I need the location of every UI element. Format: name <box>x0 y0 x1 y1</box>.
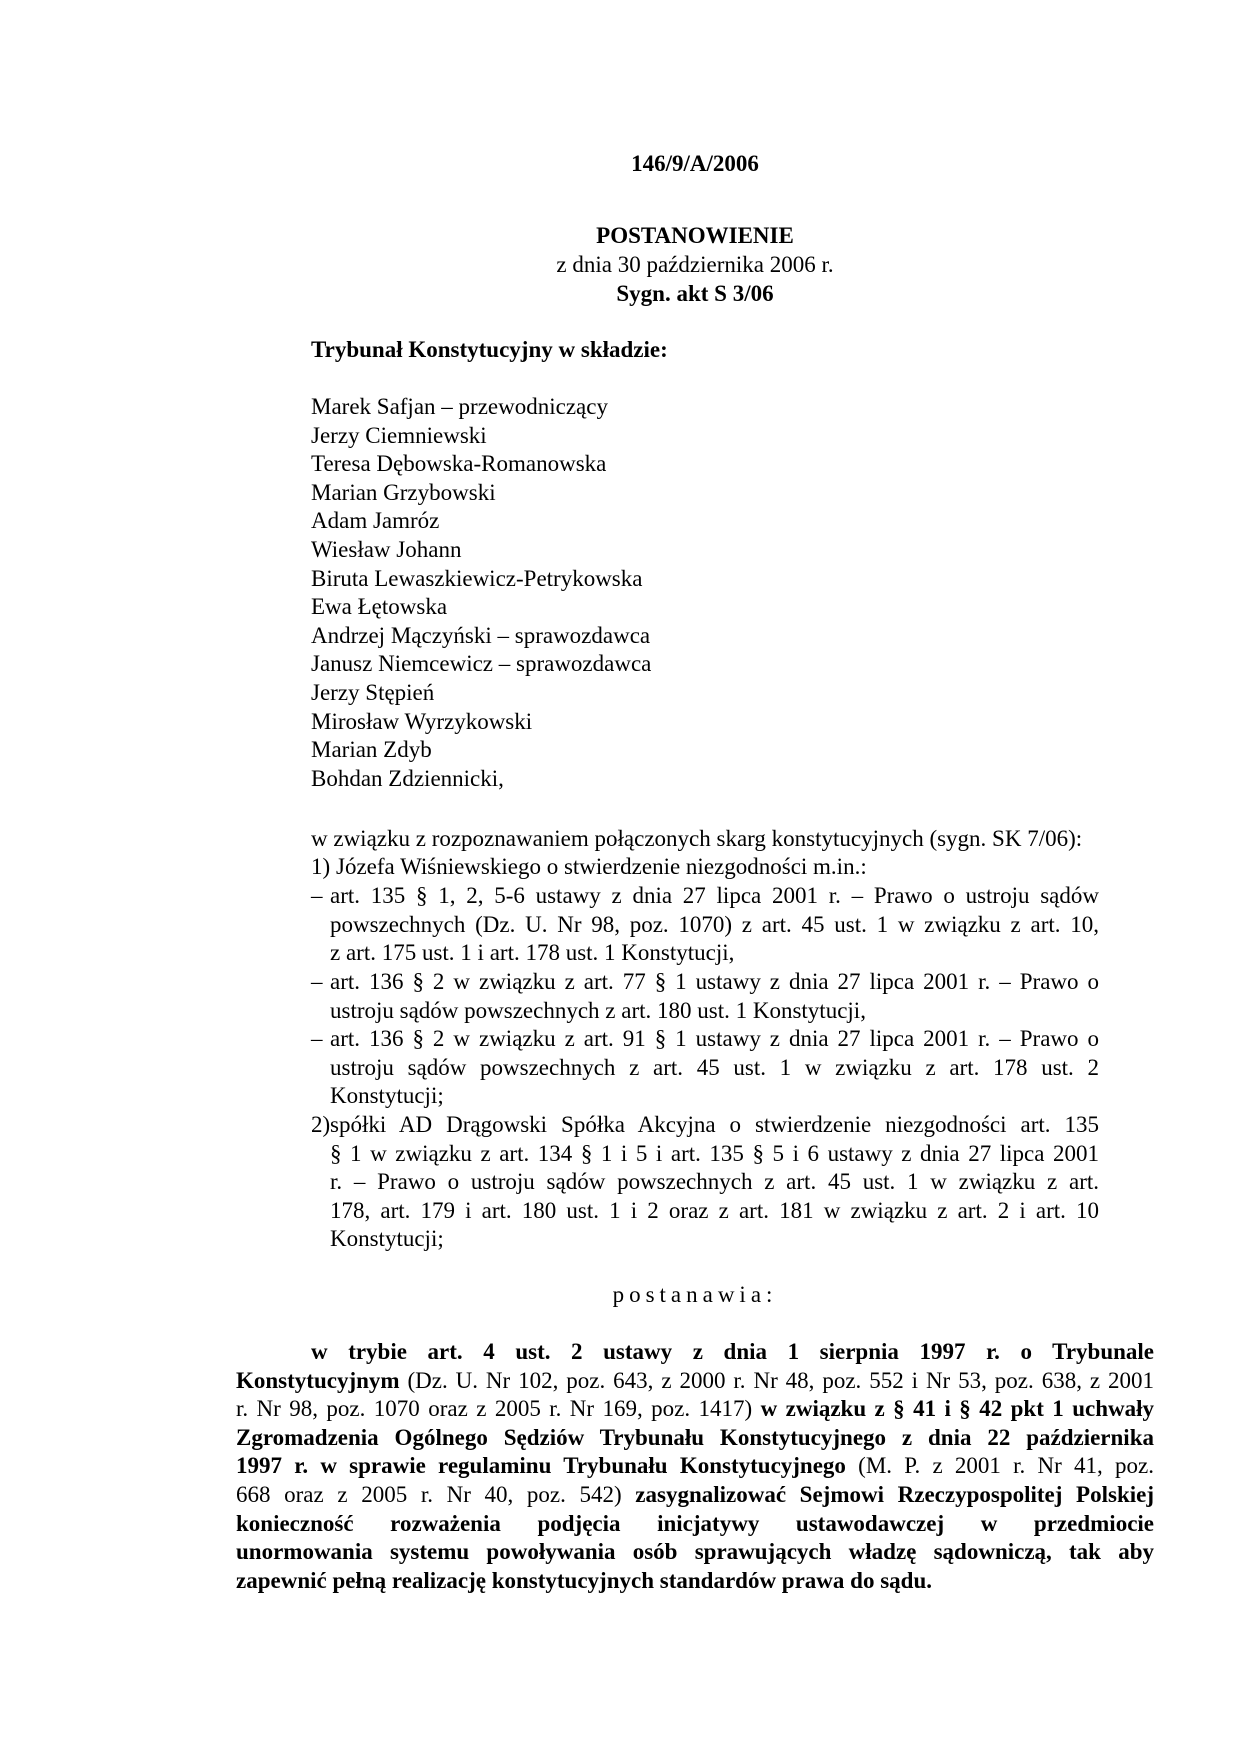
decision-text: (M. P. z 2001 r. Nr 41, poz. <box>845 1453 1154 1479</box>
decision-text-bold: w związku z § 41 i § 42 pkt 1 uchwały <box>760 1396 1154 1422</box>
decision-text-bold: Konstytucyjnym <box>236 1367 400 1393</box>
complaint-line: § 1 w związku z art. 134 § 1 i 5 i art. 135 § 5 i 6 ustawy z dnia 27 lipca 2001 <box>330 1140 1099 1166</box>
judge-item: Biruta Lewaszkiewicz-Petrykowska <box>311 565 643 591</box>
list-marker: – <box>311 969 323 994</box>
judge-item: Marian Zdyb <box>311 737 432 763</box>
decision-line <box>236 1367 1154 1396</box>
complaint-text: Józefa Wiśniewskiego o stwierdzenie niezgodności m.in.: <box>336 854 867 879</box>
judge-item: Ewa Łętowska <box>311 594 448 620</box>
provision-line: z art. 175 ust. 1 i art. 178 ust. 1 Konstytucji, <box>330 940 735 966</box>
judges-list <box>311 393 651 793</box>
decides-heading: postanawia: <box>612 1282 778 1307</box>
decision-paragraph <box>236 1338 1154 1595</box>
decision-text-bold: zasygnalizować Sejmowi Rzeczypospolitej Polskiej <box>635 1481 1154 1507</box>
case-signature: Sygn. akt S 3/06 <box>616 281 774 306</box>
complaint-item-2 <box>311 1111 1099 1254</box>
decision-line <box>236 1395 1154 1424</box>
judge-item: Andrzej Mączyński – sprawozdawca <box>311 622 651 648</box>
provision-line: powszechnych (Dz. U. Nr 98, poz. 1070) z art. 45 ust. 1 w związku z art. 10, <box>330 911 1099 937</box>
decision-text-bold: konieczność rozważenia podjęcia inicjatywy ustawodawczej w przedmiocie <box>236 1510 1154 1536</box>
provision-line: ustroju sądów powszechnych z art. 180 ust. 1 Konstytucji, <box>330 997 866 1023</box>
provision-line: ustroju sądów powszechnych z art. 45 ust. 1 w związku z art. 178 ust. 2 <box>330 1054 1099 1080</box>
decision-line <box>236 1338 1154 1367</box>
judge-item: Teresa Dębowska-Romanowska <box>311 451 607 477</box>
decision-text-bold: w trybie art. 4 ust. 2 ustawy z dnia 1 sierpnia 1997 r. o Trybunale <box>311 1339 1154 1364</box>
provision-line: art. 135 § 1, 2, 5-6 ustawy z dnia 27 lipca 2001 r. – Prawo o ustroju sądów <box>330 883 1099 908</box>
provision-line: Konstytucji; <box>330 1083 444 1109</box>
document-number: 146/9/A/2006 <box>631 151 759 176</box>
list-marker: – <box>311 1026 323 1051</box>
complaint-item-1 <box>311 853 1099 882</box>
judge-item: Marian Grzybowski <box>311 479 496 505</box>
judge-item: Mirosław Wyrzykowski <box>311 708 533 734</box>
decision-line <box>236 1510 1154 1539</box>
list-marker: 1) <box>311 854 331 879</box>
decision-text-bold: unormowania systemu powoływania osób sprawujących władzę sądowniczą, tak aby <box>236 1539 1154 1565</box>
decision-line <box>236 1567 1154 1596</box>
composition-label: Trybunał Konstytucyjny w składzie: <box>311 337 668 362</box>
judge-item: Bohdan Zdziennicki, <box>311 765 504 791</box>
list-marker: 2) <box>311 1112 331 1137</box>
decision-text-bold: 1997 r. w sprawie regulaminu Trybunału Konstytucyjnego <box>236 1453 846 1479</box>
document-date: z dnia 30 października 2006 r. <box>556 252 834 277</box>
decision-text-bold: zapewnić pełną realizację konstytucyjnych standardów prawa do sądu. <box>236 1567 932 1593</box>
decision-text: (Dz. U. Nr 102, poz. 643, z 2000 r. Nr 48, poz. 552 i Nr 53, poz. 638, z 2001 <box>399 1367 1154 1393</box>
complaint-line: 178, art. 179 i art. 180 ust. 1 i 2 oraz z art. 181 w związku z art. 2 i art. 10 <box>330 1197 1099 1223</box>
judge-item: Jerzy Ciemniewski <box>311 422 487 448</box>
list-marker: – <box>311 883 323 908</box>
provision-line: art. 136 § 2 w związku z art. 77 § 1 ustawy z dnia 27 lipca 2001 r. – Prawo o <box>330 969 1099 994</box>
judge-item: Marek Safjan – przewodniczący <box>311 394 608 419</box>
decision-text: 668 oraz z 2005 r. Nr 40, poz. 542) <box>236 1481 636 1507</box>
decision-text: r. Nr 98, poz. 1070 oraz z 2005 r. Nr 169, poz. 1417) <box>236 1396 761 1422</box>
document-title: POSTANOWIENIE <box>596 223 794 248</box>
judge-item: Jerzy Stępień <box>311 679 435 705</box>
decision-line <box>236 1424 1154 1453</box>
complaint-line: r. – Prawo o ustroju sądów powszechnych z art. 45 ust. 1 w związku z art. <box>330 1169 1099 1195</box>
provision-bullet <box>311 968 1099 1025</box>
complaint-line: spółki AD Drągowski Spółka Akcyjna o stwierdzenie niezgodności art. 135 <box>330 1112 1099 1137</box>
decision-text-bold: Zgromadzenia Ogólnego Sędziów Trybunału Konstytucyjnego z dnia 22 października <box>236 1424 1154 1450</box>
judge-item: Wiesław Johann <box>311 536 462 562</box>
decision-line <box>236 1481 1154 1510</box>
intro-paragraph: w związku z rozpoznawaniem połączonych skarg konstytucyjnych (sygn. SK 7/06): <box>311 826 1083 851</box>
provision-bullet <box>311 882 1099 968</box>
decision-line <box>236 1538 1154 1567</box>
provision-line: art. 136 § 2 w związku z art. 91 § 1 ustawy z dnia 27 lipca 2001 r. – Prawo o <box>330 1026 1099 1051</box>
provision-bullet <box>311 1025 1099 1111</box>
judge-item: Janusz Niemcewicz – sprawozdawca <box>311 651 652 677</box>
judge-item: Adam Jamróz <box>311 508 440 534</box>
complaint-line: Konstytucji; <box>330 1226 444 1252</box>
decision-line <box>236 1452 1154 1481</box>
